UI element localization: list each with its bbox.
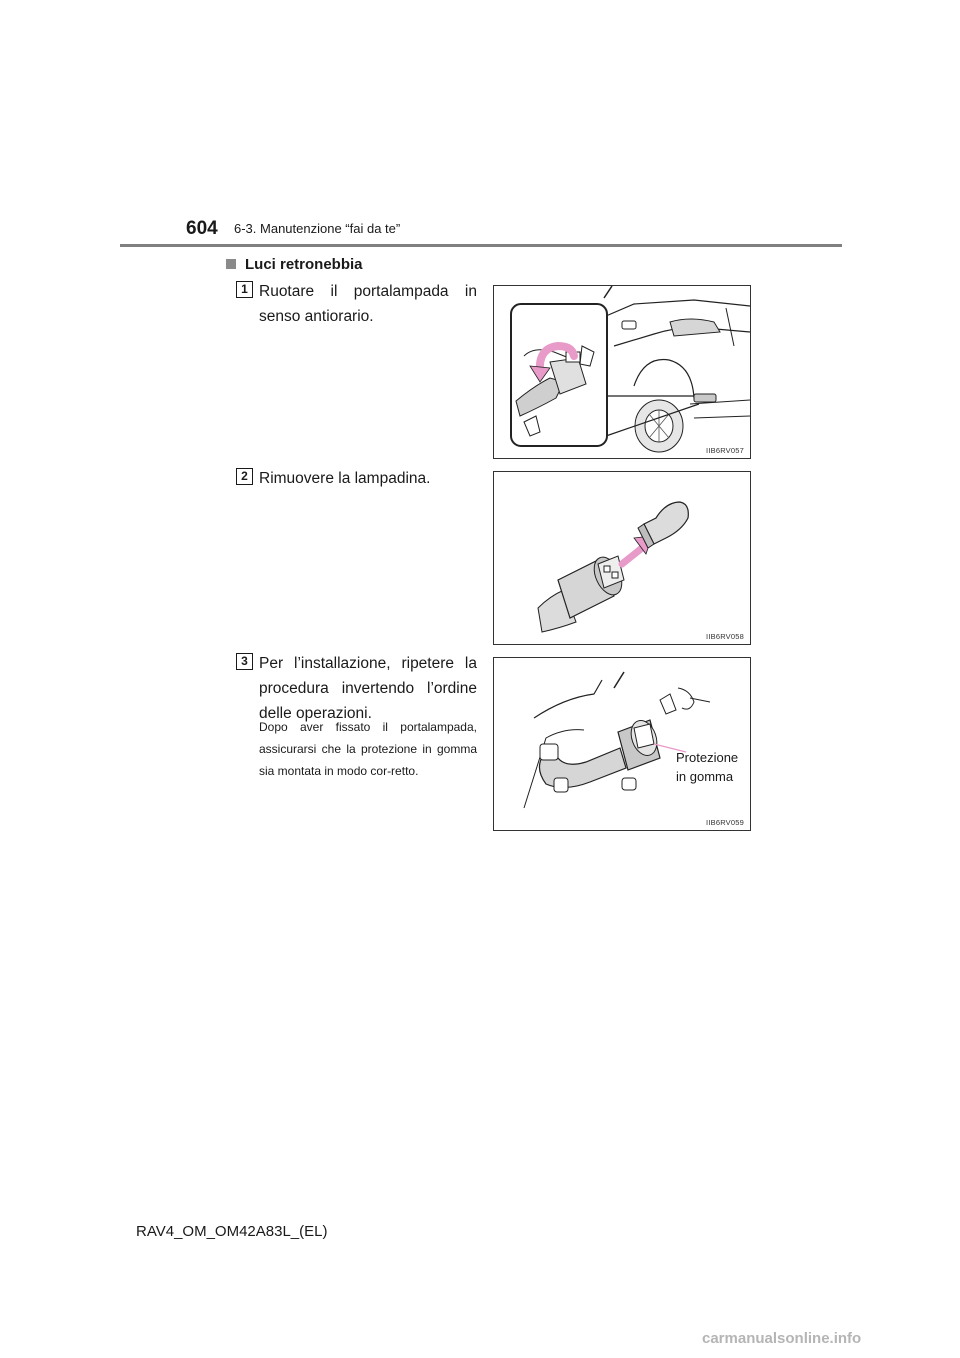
figure-code-2: IIB6RV058: [706, 632, 744, 641]
figure-install-socket: [493, 657, 751, 831]
step-text-3: Per l’installazione, ripetere la procedura invertendo l’ordine delle operazioni.: [259, 655, 477, 722]
install-socket-illustration: [494, 658, 750, 830]
step-number-1: 1: [236, 281, 253, 298]
step-text-2: Rimuovere la lampadina.: [259, 470, 431, 487]
page-number: 604: [186, 218, 218, 239]
callout-label: [676, 748, 738, 786]
chapter-title: 6-3. Manutenzione “fai da te”: [234, 221, 401, 236]
section-heading: [226, 256, 363, 273]
callout-line-2: in gomma: [676, 769, 734, 784]
remove-bulb-illustration: [494, 472, 750, 644]
section-title: Luci retronebbia: [245, 256, 363, 273]
installation-note: Dopo aver fissato il portalampada, assicurarsi che la protezione in gomma sia montata in modo cor-retto.: [259, 720, 477, 778]
step-number-2: 2: [236, 468, 253, 485]
figure-rotate-socket: [493, 285, 751, 459]
figure-code-3: IIB6RV059: [706, 818, 744, 827]
watermark: carmanualsonline.info: [702, 1330, 862, 1347]
step-text-1: Ruotare il portalampada in senso antiorario.: [259, 283, 477, 325]
callout-line-1: Protezione: [676, 750, 739, 765]
figure-remove-bulb: [493, 471, 751, 645]
rotate-socket-illustration: [494, 286, 750, 458]
section-bullet-icon: [226, 259, 236, 269]
figure-code-1: IIB6RV057: [706, 446, 744, 455]
header-rule: [120, 244, 842, 247]
step-number-3: 3: [236, 653, 253, 670]
footer-doc-code: RAV4_OM_OM42A83L_(EL): [136, 1223, 328, 1240]
